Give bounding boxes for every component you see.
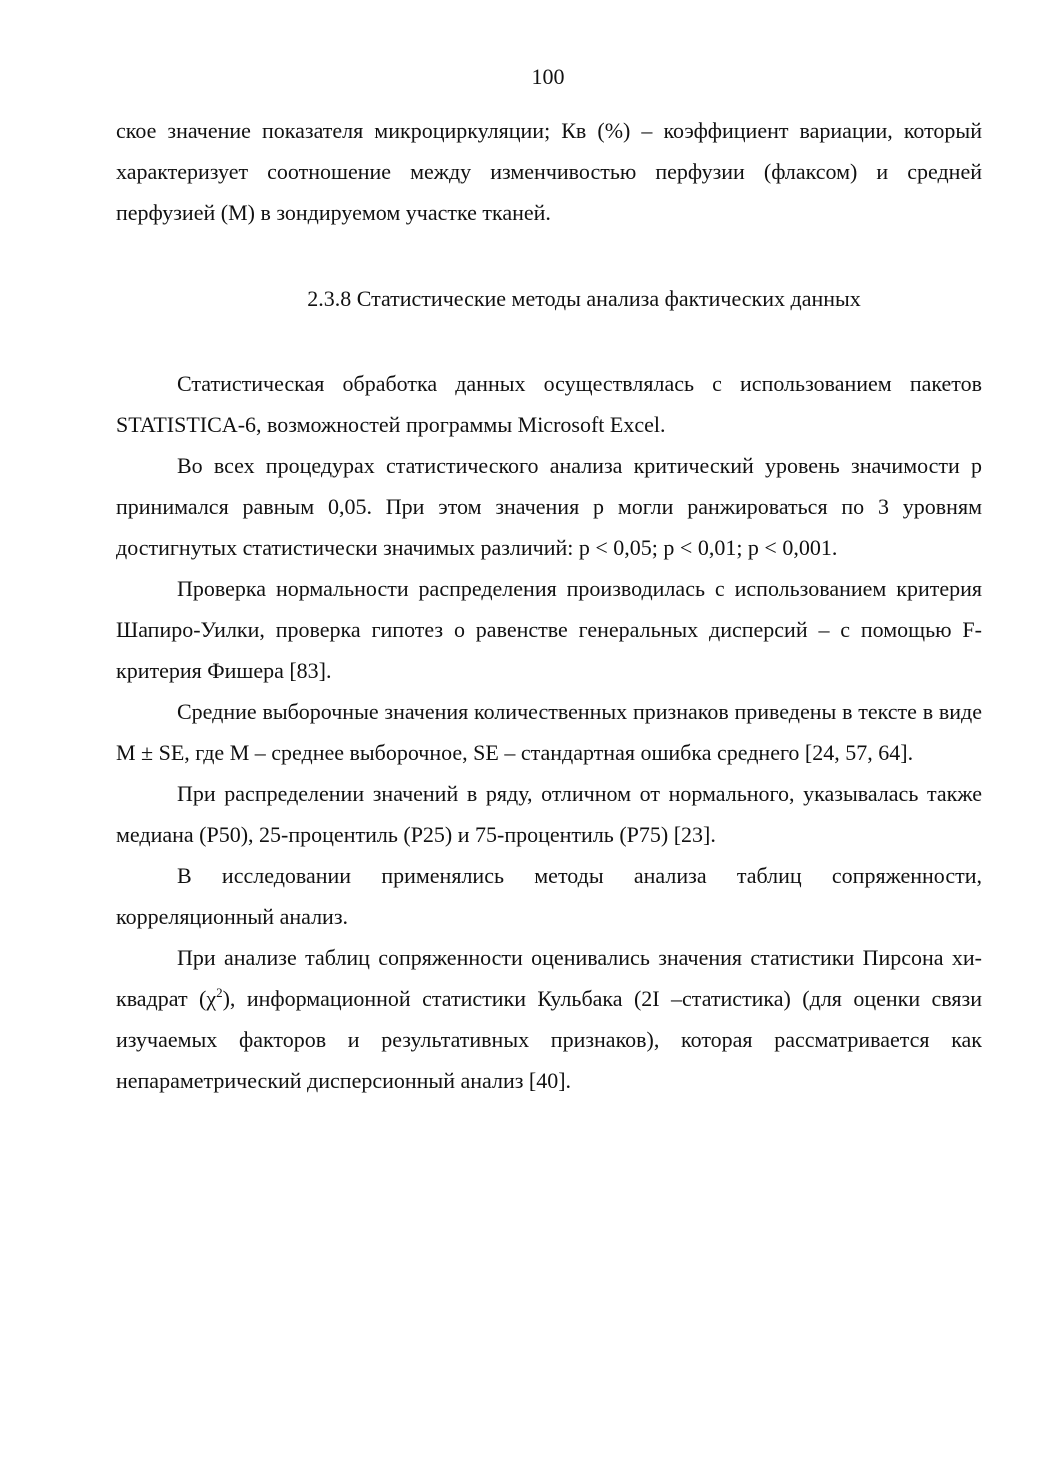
section-heading: 2.3.8 Статистические методы анализа фактических данных	[307, 286, 861, 311]
paragraph-significance: Во всех процедурах статистического анализа критический уровень значимости р принимался равным 0,05. При этом значения р могли ранжироваться по 3 уровням достигнутых статистически значимых различий: р < 0,05; р < 0,01; р < 0,001.	[116, 453, 982, 560]
paragraph-means: Средние выборочные значения количественных признаков приведены в тексте в виде M ± SE, где M – среднее выборочное, SE – стандартная ошибка среднего [24, 57, 64].	[116, 699, 982, 765]
paragraph-methods: В исследовании применялись методы анализа таблиц сопряженности, корреляционный анализ.	[116, 863, 982, 929]
intro-paragraph-block	[116, 110, 982, 233]
contingency-text-end: ), информационной статистики Кульбака (2I –статистика) (для оценки связи изучаемых факторов и результативных признаков), которая рассматривается как непараметрический дисперсионный анализ [40].	[116, 986, 982, 1093]
intro-paragraph: ское значение показателя микроциркуляции; Кв (%) – коэффициент вариации, который характеризует соотношение между изменчивостью перфузии (флаксом) и средней перфузией (М) в зондируемом участке тканей.	[116, 118, 982, 225]
paragraph-median: При распределении значений в ряду, отличном от нормального, указывалась также медиана (Р50), 25-процентиль (Р25) и 75-процентиль (Р75) [23].	[116, 781, 982, 847]
page-number: 100	[531, 64, 565, 89]
chi-symbol: χ	[206, 986, 217, 1011]
paragraph-software: Статистическая обработка данных осуществлялась с использованием пакетов STATISTICA-6, возможностей программы Microsoft Excel.	[116, 371, 982, 437]
contingency-text-start: При анализе таблиц сопряженности оценивались значения статистики Пирсона хи-квадрат (	[116, 945, 982, 1011]
paragraph-normality: Проверка нормальности распределения производилась с использованием критерия Шапиро-Уилки, проверка гипотез о равенстве генеральных дисперсий – с помощью F-критерия Фишера [83].	[116, 576, 982, 683]
body-text	[116, 363, 982, 1101]
chi-superscript: 2	[216, 985, 223, 1000]
paragraph-contingency	[116, 937, 982, 1101]
